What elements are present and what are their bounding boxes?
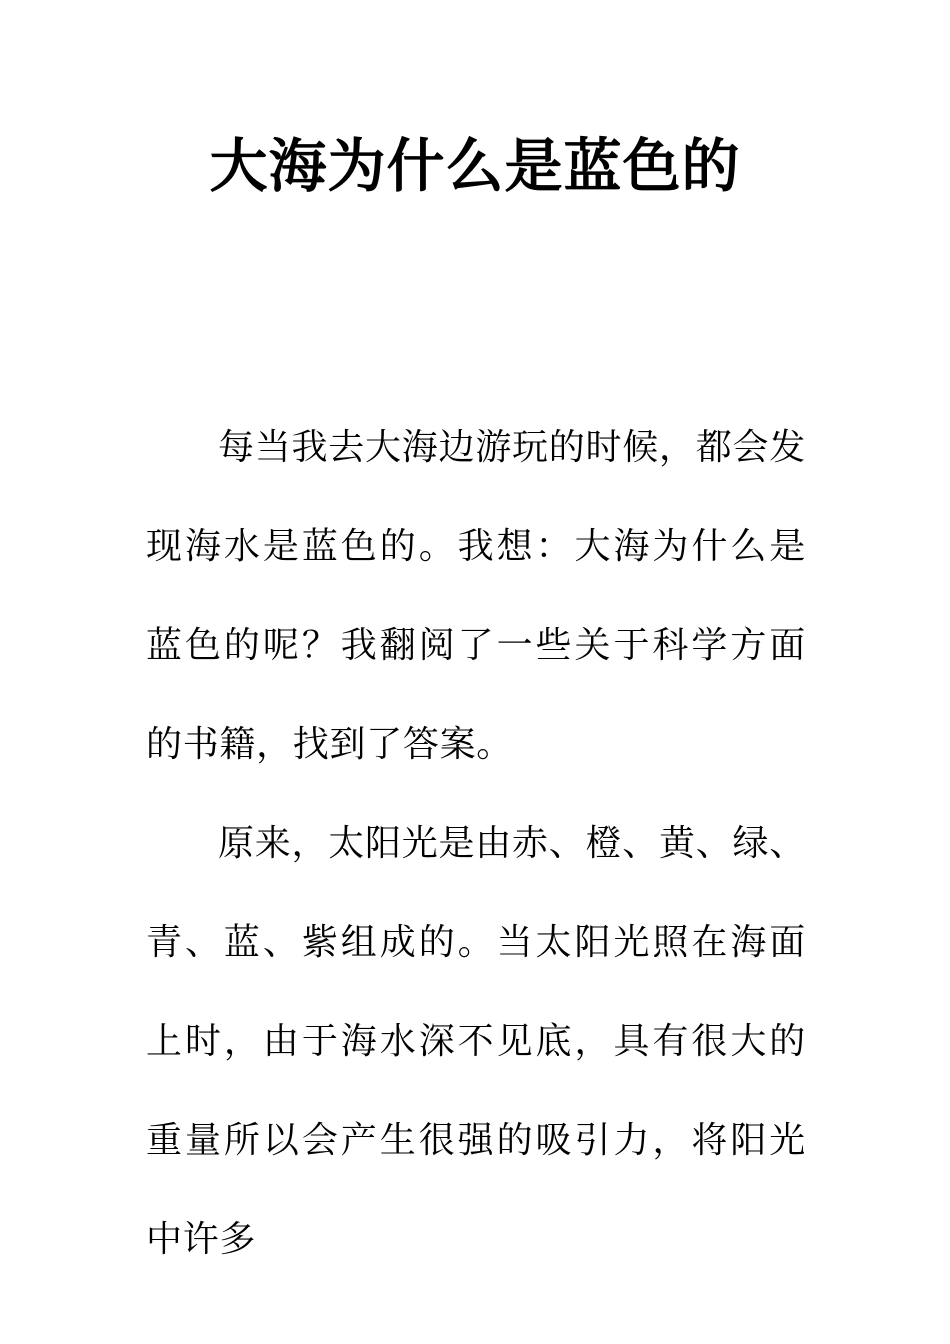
page-title: 大海为什么是蓝色的	[209, 132, 741, 200]
paragraph-1: 每当我去大海边游玩的时候，都会发现海水是蓝色的。我想：大海为什么是蓝色的呢？我翻阅了一些关于科学方面的书籍，找到了答案。	[146, 427, 806, 765]
paragraph-2: 原来，太阳光是由赤、橙、黄、绿、青、蓝、紫组成的。当太阳光照在海面上时，由于海水深不见底，具有很大的重量所以会产生很强的吸引力，将阳光中许多	[146, 823, 806, 1260]
document-body	[146, 398, 806, 1289]
